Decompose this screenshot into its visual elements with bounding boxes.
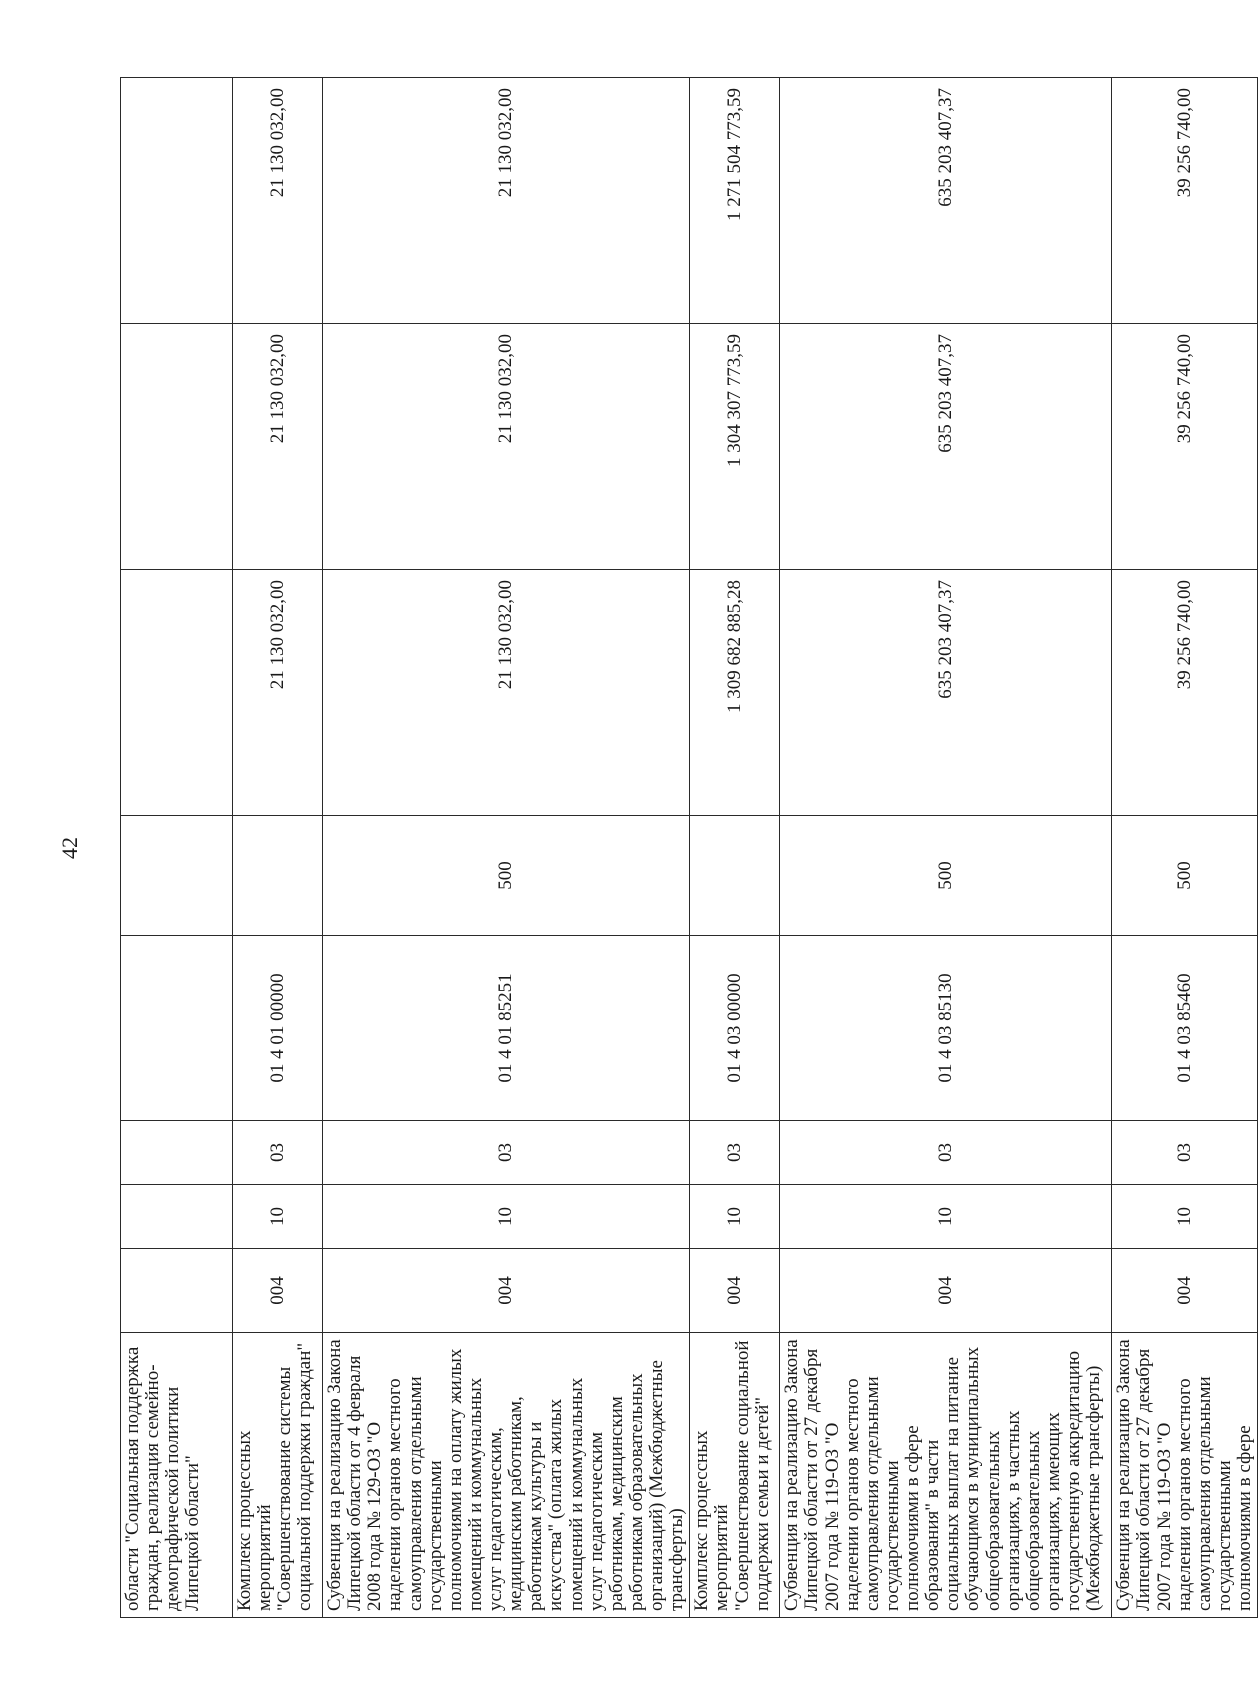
target-article-code: 01 4 03 85130 [780,936,1112,1121]
section-code: 10 [780,1185,1112,1249]
subsection-code: 03 [233,1121,323,1185]
row-description: Комплекс процессных мероприятий "Совершенствование системы социальной поддержки граждан" [233,1333,323,1618]
row-description: Субвенция на реализацию Закона Липецкой области от 27 декабря 2007 года № 119-ОЗ "О наделении органов местного самоуправления отдельными государственными полномочиями в сфере образования" в части социальных выплат на питание обучающимся в муниципальных общеобразовательных организациях, в частных общеобразовательных организациях, имеющих государственную аккредитацию (Межбюджетные трансферты) [780,1333,1112,1618]
target-article-code: 01 4 03 85460 [1112,936,1258,1121]
subsection-code: 03 [1112,1121,1258,1185]
amount-year-2: 21 130 032,00 [323,324,690,570]
amount-year-1: 21 130 032,00 [323,570,690,816]
budget-table [120,77,1258,1618]
admin-code: 004 [690,1249,780,1333]
amount-year-3: 635 203 407,37 [780,78,1112,324]
amount-year-3 [121,78,233,324]
section-code: 10 [1112,1185,1258,1249]
amount-year-1: 21 130 032,00 [233,570,323,816]
expense-type-code [690,816,780,936]
target-article-code [121,936,233,1121]
target-article-code: 01 4 03 00000 [690,936,780,1121]
amount-year-2: 1 304 307 773,59 [690,324,780,570]
rotated-table-container [120,78,1255,1618]
row-description: Субвенция на реализацию Закона Липецкой области от 4 февраля 2008 года № 129-ОЗ "О наделении органов местного самоуправления отдельными государственными полномочиями на оплату жилых помещений и коммунальных услуг педагогическим, медицинским работникам, работникам культуры и искусства" (оплата жилых помещений и коммунальных услуг педагогическим работникам, медицинским работникам образовательных организаций) (Межбюджетные трансферты) [323,1333,690,1618]
expense-type-code: 500 [780,816,1112,936]
amount-year-1 [121,570,233,816]
section-code: 10 [233,1185,323,1249]
row-description: области "Социальная поддержка граждан, реализация семейно-демографической политики Липецкой области" [121,1333,233,1618]
admin-code: 004 [1112,1249,1258,1333]
table-row [1112,78,1258,1618]
amount-year-2: 635 203 407,37 [780,324,1112,570]
table-row [233,78,323,1618]
amount-year-3: 21 130 032,00 [323,78,690,324]
amount-year-3: 1 271 504 773,59 [690,78,780,324]
section-code: 10 [323,1185,690,1249]
amount-year-3: 39 256 740,00 [1112,78,1258,324]
table-row [690,78,780,1618]
row-description: Субвенция на реализацию Закона Липецкой области от 27 декабря 2007 года № 119-ОЗ "О наделении органов местного самоуправления отдельными государственными полномочиями в сфере [1112,1333,1258,1618]
row-description: Комплекс процессных мероприятий "Совершенствование социальной поддержки семьи и детей" [690,1333,780,1618]
subsection-code [121,1121,233,1185]
table-row [323,78,690,1618]
subsection-code: 03 [690,1121,780,1185]
table-body [121,78,1258,1618]
amount-year-3: 21 130 032,00 [233,78,323,324]
admin-code: 004 [323,1249,690,1333]
target-article-code: 01 4 01 85251 [323,936,690,1121]
target-article-code: 01 4 01 00000 [233,936,323,1121]
table-row [780,78,1112,1618]
amount-year-2: 39 256 740,00 [1112,324,1258,570]
table-row [121,78,233,1618]
amount-year-2 [121,324,233,570]
amount-year-2: 21 130 032,00 [233,324,323,570]
admin-code [121,1249,233,1333]
amount-year-1: 635 203 407,37 [780,570,1112,816]
expense-type-code [121,816,233,936]
amount-year-1: 1 309 682 885,28 [690,570,780,816]
expense-type-code: 500 [1112,816,1258,936]
subsection-code: 03 [780,1121,1112,1185]
section-code [121,1185,233,1249]
subsection-code: 03 [323,1121,690,1185]
expense-type-code: 500 [323,816,690,936]
section-code: 10 [690,1185,780,1249]
admin-code: 004 [780,1249,1112,1333]
admin-code: 004 [233,1249,323,1333]
amount-year-1: 39 256 740,00 [1112,570,1258,816]
expense-type-code [233,816,323,936]
page-number: 42 [57,837,82,859]
